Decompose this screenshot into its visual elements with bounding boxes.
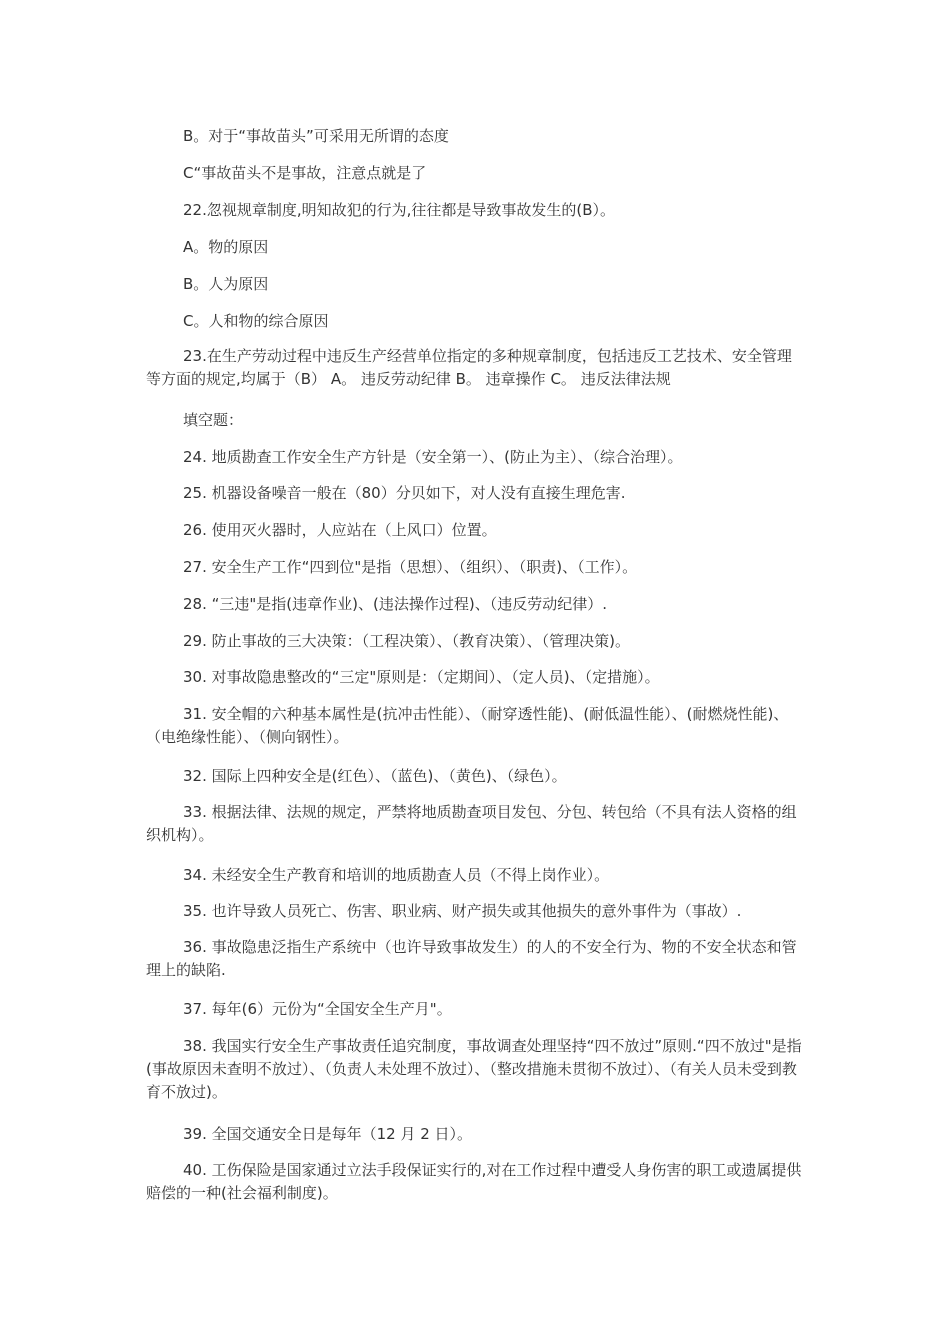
fill-blank-item: 40. 工伤保险是国家通过立法手段保证实行的,对在工作过程中遭受人身伤害的职工或遗属提供赔偿的一种(社会福利制度)。 (146, 1161, 802, 1202)
option-line: B。对于“事故苗头”可采用无所谓的态度 (183, 127, 449, 145)
option-line: C“事故苗头不是事故，注意点就是了 (183, 164, 427, 182)
fill-blank-item: 27. 安全生产工作“四到位"是指（思想）、（组织）、（职责)、（工作）。 (183, 558, 638, 576)
fill-blank-item: 36. 事故隐患泛指生产系统中（也许导致事故发生）的人的不安全行为、物的不安全状态和管理上的缺陷. (146, 938, 797, 979)
option-line: A。物的原因 (183, 238, 269, 256)
option-line: C。人和物的综合原因 (183, 312, 329, 330)
fill-blank-item: 33. 根据法律、法规的规定，严禁将地质勘查项目发包、分包、转包给（不具有法人资格的组织机构）。 (146, 803, 797, 844)
fill-blank-item: 28. “三违"是指(违章作业)、(违法操作过程)、（违反劳动纪律）. (183, 595, 607, 613)
fill-blank-item: 24. 地质勘查工作安全生产方针是（安全第一）、(防止为主）、（综合治理）。 (183, 448, 683, 466)
fill-blank-item: 35. 也许导致人员死亡、伤害、职业病、财产损失或其他损失的意外事件为（事故）. (183, 902, 742, 920)
fill-blank-item: 29. 防止事故的三大决策：（工程决策）、（教育决策）、（管理决策)。 (183, 632, 630, 650)
fill-blank-item: 31. 安全帽的六种基本属性是(抗冲击性能）、（耐穿透性能)、(耐低温性能）、(耐燃烧性能)、（电绝缘性能）、（侧向钢性）。 (146, 705, 789, 746)
fill-blank-item: 39. 全国交通安全日是每年（12 月 2 日）。 (183, 1125, 473, 1143)
fill-blank-item: 25. 机器设备噪音一般在（80）分贝如下，对人没有直接生理危害. (183, 484, 626, 502)
fill-blank-item: 30. 对事故隐患整改的“三定"原则是：（定期间）、（定人员)、（定措施）。 (183, 668, 660, 686)
fill-blank-item: 34. 未经安全生产教育和培训的地质勘查人员（不得上岗作业）。 (183, 866, 610, 884)
fill-blank-item: 32. 国际上四种安全是(红色）、（蓝色)、（黄色)、（绿色）。 (183, 767, 567, 785)
question-line: 22.忽视规章制度,明知故犯的行为,往往都是导致事故发生的(B）。 (183, 201, 616, 219)
fill-blank-item: 26. 使用灭火器时，人应站在（上风口）位置。 (183, 521, 497, 539)
section-heading: 填空题： (183, 411, 244, 429)
question-paragraph: 23.在生产劳动过程中违反生产经营单位指定的多种规章制度，包括违反工艺技术、安全管理等方面的规定,均属于（B） A。 违反劳动纪律 B。 违章操作 C。 违反法律法规 (146, 347, 792, 388)
fill-blank-item: 37. 每年(6）元份为“全国安全生产月"。 (183, 1000, 452, 1018)
fill-blank-item: 38. 我国实行安全生产事故责任追究制度，事故调查处理坚持“四不放过”原则.“四不放过"是指(事故原因未查明不放过）、（负责人未处理不放过）、（整改措施未贯彻不放过）、（有关人员未受到教育不放过)。 (146, 1037, 802, 1101)
option-line: B。人为原因 (183, 275, 269, 293)
